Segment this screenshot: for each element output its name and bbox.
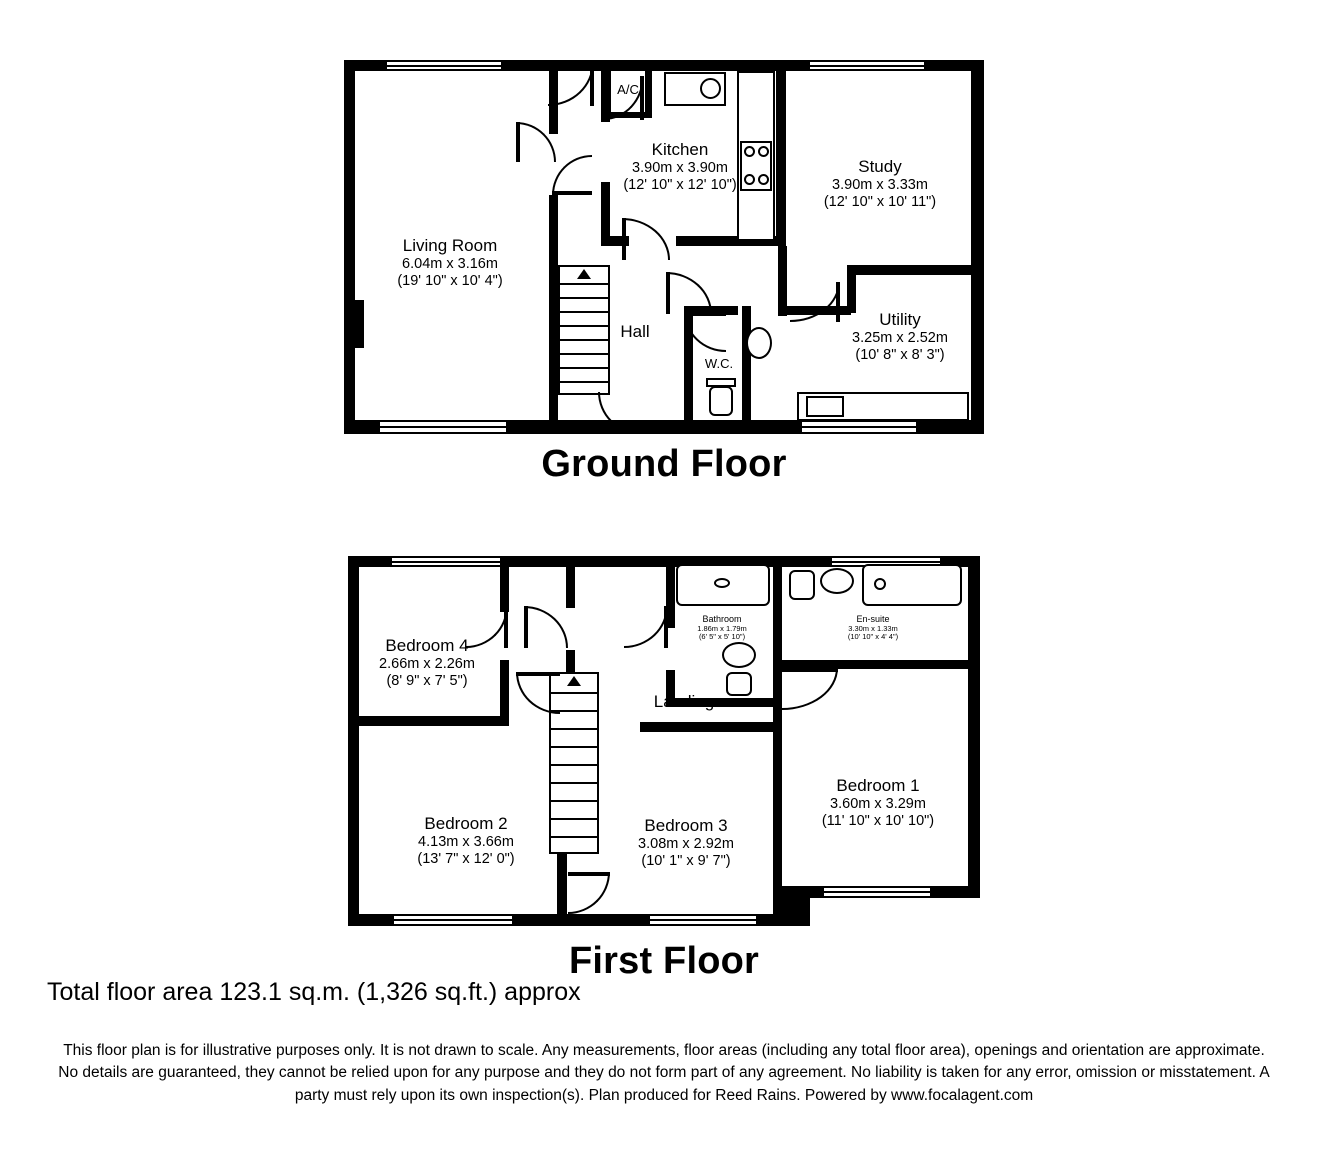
window-utility-bottom [800,420,918,434]
window-bedroom1-bottom [822,886,932,898]
door-bedroom2 [516,672,560,714]
door-bathroom [624,606,668,648]
room-label-ac: A/C [617,82,639,97]
room-label-bedroom3: Bedroom 3 3.08m x 2.92m (10' 1" x 9' 7") [638,816,734,870]
window-bedroom3-bottom [648,914,758,926]
wall-outer-right [971,60,984,434]
ensuite-basin [820,568,854,594]
door-bedroom3 [568,872,610,914]
room-label-hall: Hall [620,322,650,341]
first-floor-plan [0,520,1328,990]
wall-bedroom4-bottom [348,716,508,726]
wall-living-room-bay [344,300,364,348]
window-bedroom4-top [390,556,508,567]
ground-floor-plan [0,0,1328,500]
ground-floor-title: Ground Floor [541,443,787,485]
utility-sink [806,396,844,417]
wall-outer-left [344,60,355,434]
room-label-ensuite: En-suite 3.30m x 1.33m (10' 10" x 4' 4") [847,614,899,642]
room-label-study: Study 3.90m x 3.33m (12' 10" x 10' 11") [823,157,937,211]
ensuite-bath-plug [874,578,886,590]
wall-study-utility [847,265,971,275]
door-hall-kitchen [552,155,592,195]
first-floor-title: First Floor [568,940,760,982]
door-hall-study [666,272,712,314]
wall-outer-left-first [348,556,359,926]
room-label-kitchen: Kitchen 3.90m x 3.90m (12' 10" x 12' 10") [623,140,737,194]
door-ensuite [778,680,788,726]
wall-bedroom1-left [773,722,782,922]
door-wc [684,312,726,352]
wall-kitchen-study [776,60,786,246]
room-label-bedroom2: Bedroom 2 4.13m x 3.66m (13' 7" x 12' 0") [417,814,515,868]
bathroom-basin [722,642,756,668]
window-bedroom2-bottom [392,914,514,926]
window-living-room-top [385,60,503,71]
room-label-utility: Utility 3.25m x 2.52m (10' 8" x 8' 3") [852,310,948,364]
door-bedroom1 [782,668,838,710]
door-kitchen-top [548,62,594,106]
door-hall-living [516,122,556,162]
kitchen-sink-bowl [700,78,721,99]
room-label-bedroom1: Bedroom 1 3.60m x 3.29m (11' 10" x 10' 10") [821,776,935,830]
room-label-landing: Landing [653,692,715,711]
wall-hall-utility-v [778,246,787,316]
wall-landing-top-mid [566,556,575,608]
wall-living-hall-2 [549,195,558,434]
total-floor-area: Total floor area 123.1 sq.m. (1,326 sq.ft.) approx [47,978,581,1006]
wc-basin [746,327,772,359]
room-label-bedroom4: Bedroom 4 2.66m x 2.26m (8' 9" x 7' 5") [379,636,475,690]
wall-outer-right-first [968,556,980,898]
room-label-wc: W.C. [704,356,734,371]
door-landing-cupboard [524,606,568,648]
window-living-room-bottom [378,420,508,434]
ensuite-toilet [789,570,815,600]
disclaimer-text: This floor plan is for illustrative purposes only. It is not drawn to scale. Any measurements, floor areas (including any total floor area), openings and orientation are approximate. No details are guaranteed, they cannot be relied upon for any purpose and they do not form part of any agreement. No liability is taken for any error, omission or misstatement. A party must rely upon its own inspection(s). Plan produced for Reed Rains. Powered by www.focalagent.com [58,1042,1270,1104]
door-kitchen-hall-lower [622,218,670,260]
room-label-living-room: Living Room 6.04m x 3.16m (19' 10" x 10' 4") [397,236,503,290]
wc-cistern [706,378,736,387]
door-front [598,392,640,434]
wc-toilet [709,386,733,416]
wall-bedroom4-right [500,556,509,612]
room-label-bathroom: Bathroom 1.86m x 1.79m (6' 5" x 5' 10") [697,614,747,642]
wall-bedroom3-top [640,722,782,732]
bath-plug [714,578,730,588]
wall-step-first [780,886,810,926]
window-study-top [808,60,926,71]
